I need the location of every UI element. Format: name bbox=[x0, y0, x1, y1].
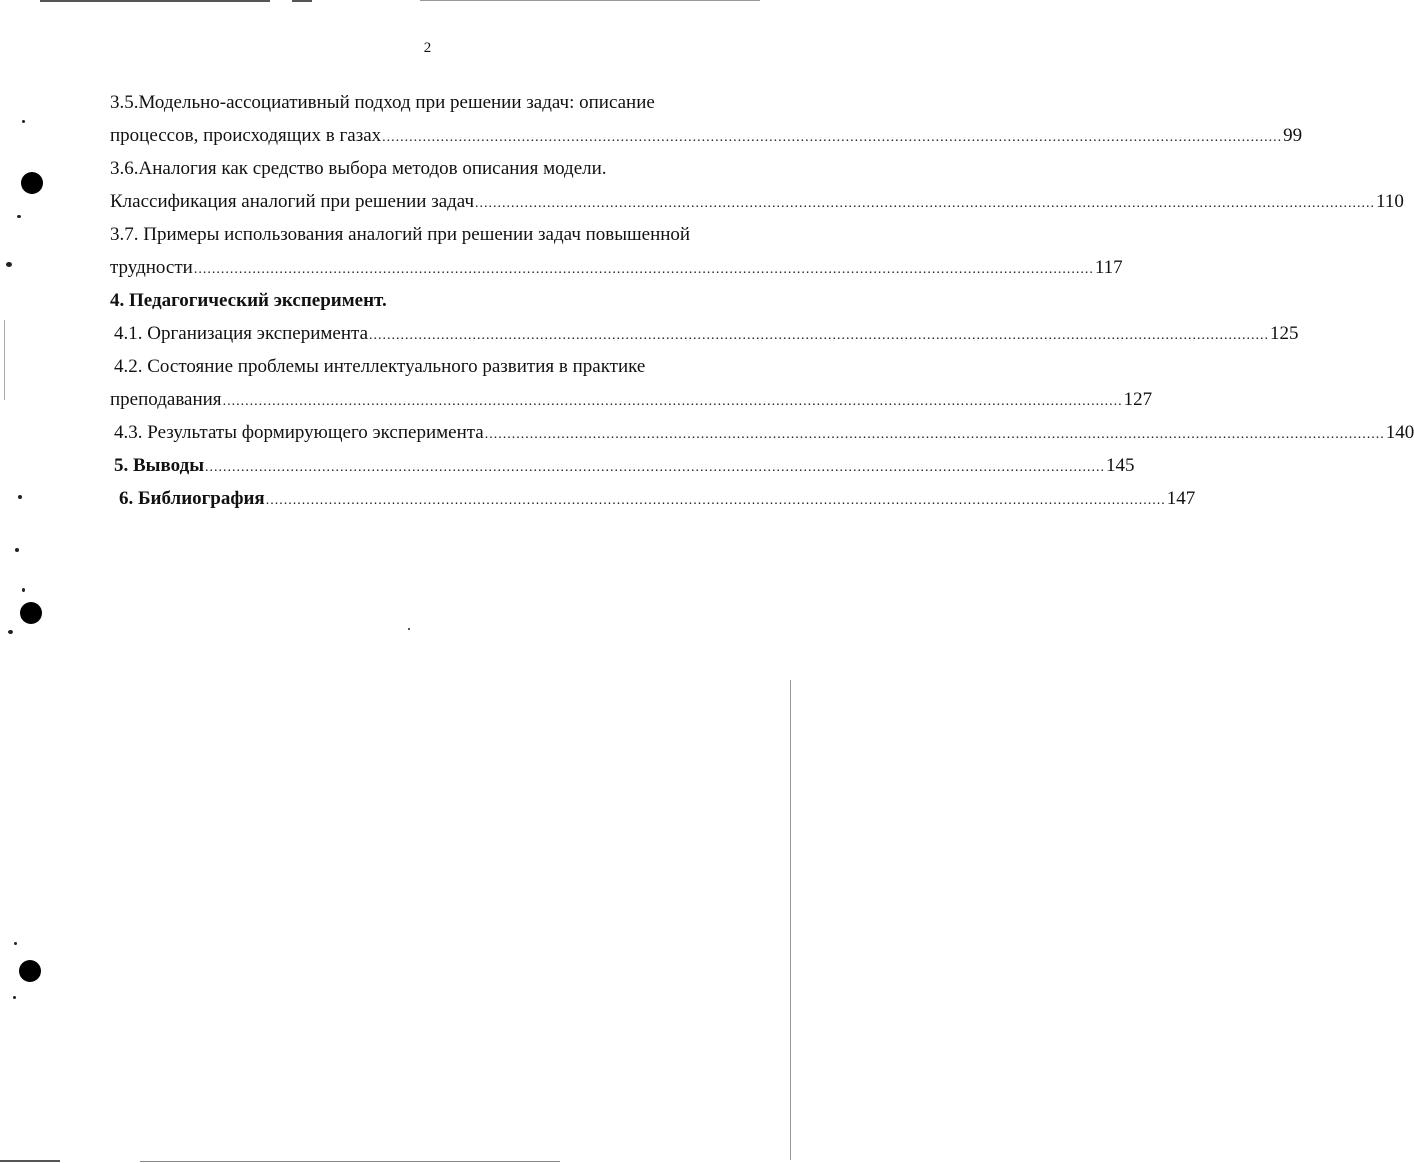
scan-speck bbox=[22, 588, 25, 592]
toc-line bbox=[110, 218, 746, 251]
dot-leader: ........................................................................................................................................................................................................ bbox=[484, 427, 1385, 442]
toc-line bbox=[110, 152, 746, 185]
toc-line bbox=[110, 449, 1135, 482]
dot-leader: ........................................................................................................................................................................................................ bbox=[382, 130, 1283, 145]
toc-page-number: 117 bbox=[1094, 257, 1123, 278]
dot-leader: ........................................................................................................................................................................................................ bbox=[475, 196, 1376, 211]
toc-line bbox=[110, 119, 1303, 152]
scan-speck bbox=[18, 495, 22, 499]
table-of-contents bbox=[110, 86, 1414, 515]
scan-edge-line bbox=[4, 320, 5, 400]
toc-line bbox=[110, 86, 746, 119]
scan-edge-line bbox=[790, 680, 791, 1160]
toc-line bbox=[110, 383, 1153, 416]
scan-speck bbox=[22, 120, 25, 123]
scan-edge-line bbox=[0, 1160, 60, 1162]
toc-page-number: 110 bbox=[1376, 191, 1404, 212]
toc-entry-text: преподавания bbox=[110, 389, 222, 410]
toc-entry-text: 4.3. Результаты формирующего эксперимента bbox=[114, 422, 484, 443]
scan-speck bbox=[17, 215, 21, 218]
scan-speck bbox=[408, 628, 410, 630]
punch-hole bbox=[21, 172, 43, 194]
toc-page-number: 145 bbox=[1106, 455, 1135, 476]
scan-speck bbox=[13, 996, 16, 999]
toc-page-number: 127 bbox=[1123, 389, 1153, 410]
toc-page-number: 125 bbox=[1270, 323, 1299, 344]
toc-entry-text: 3.5.Модельно-ассоциативный подход при решении задач: описание bbox=[110, 92, 655, 113]
dot-leader: ........................................................................................................................................................................................................ bbox=[369, 328, 1270, 343]
punch-hole bbox=[19, 960, 41, 982]
toc-line bbox=[110, 350, 746, 383]
scan-edge-line bbox=[292, 0, 312, 2]
toc-page-number: 147 bbox=[1166, 488, 1196, 509]
scan-edge-line bbox=[40, 0, 270, 2]
toc-entry-text: 4. Педагогический эксперимент. bbox=[110, 290, 387, 311]
scan-edge-line bbox=[140, 1161, 560, 1162]
toc-line bbox=[110, 416, 1414, 449]
toc-entry-text: 3.6.Аналогия как средство выбора методов описания модели. bbox=[110, 158, 607, 179]
toc-line bbox=[110, 251, 1123, 284]
toc-entry-text: 4.2. Состояние проблемы интеллектуального развития в практике bbox=[114, 356, 646, 377]
dot-leader: ........................................................................................................................................................................................................ bbox=[193, 262, 1094, 277]
scan-speck bbox=[8, 630, 13, 634]
scan-speck bbox=[6, 262, 12, 267]
punch-hole bbox=[20, 602, 42, 624]
dot-leader: ........................................................................................................................................................................................................ bbox=[265, 493, 1166, 508]
dot-leader: ........................................................................................................................................................................................................ bbox=[205, 460, 1106, 475]
toc-entry-text: 3.7. Примеры использования аналогий при решении задач повышенной bbox=[110, 224, 691, 245]
toc-line bbox=[110, 482, 1196, 515]
toc-entry-text: трудности bbox=[110, 257, 193, 278]
toc-section-heading bbox=[110, 284, 746, 317]
toc-entry-text: 4.1. Организация эксперимента bbox=[114, 323, 369, 344]
toc-line bbox=[110, 317, 1299, 350]
toc-page-number: 99 bbox=[1283, 125, 1303, 146]
dot-leader: ........................................................................................................................................................................................................ bbox=[222, 394, 1123, 409]
scan-speck bbox=[15, 548, 19, 552]
page-number: 2 bbox=[423, 40, 432, 56]
toc-page-number: 140 bbox=[1385, 422, 1414, 443]
scan-edge-line bbox=[420, 0, 760, 1]
toc-entry-text: процессов, происходящих в газах bbox=[110, 125, 382, 146]
scan-speck bbox=[14, 942, 17, 945]
toc-line bbox=[110, 185, 1404, 218]
toc-entry-text: Классификация аналогий при решении задач bbox=[110, 191, 475, 212]
toc-entry-text: 6. Библиография bbox=[119, 488, 265, 509]
toc-entry-text: 5. Выводы bbox=[114, 455, 205, 476]
